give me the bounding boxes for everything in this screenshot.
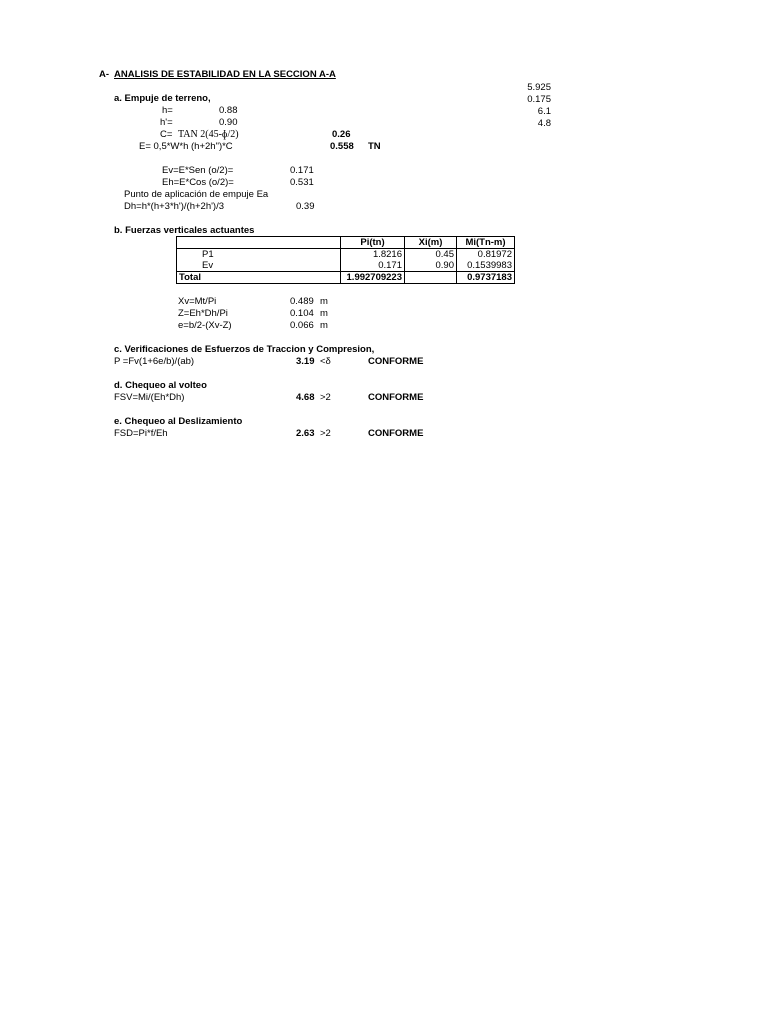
deslizamiento-value: 2.63 bbox=[296, 428, 315, 439]
ecc-unit: m bbox=[320, 320, 328, 331]
verificaciones-heading: c. Verificaciones de Esfuerzos de Traccion y Compresion, bbox=[114, 344, 375, 355]
ecc-value: 0.066 bbox=[290, 320, 314, 331]
total-name: Total bbox=[177, 272, 341, 284]
verificaciones-value: 3.19 bbox=[296, 356, 315, 367]
e-unit: TN bbox=[368, 141, 381, 152]
verificaciones-cond: <δ bbox=[320, 356, 331, 367]
col-header-mi: Mi(Tn-m) bbox=[457, 237, 515, 249]
xv-label: Xv=Mt/Pi bbox=[178, 296, 217, 307]
h-value: 0.88 bbox=[219, 105, 238, 116]
volteo-value: 4.68 bbox=[296, 392, 315, 403]
right-value-4: 4.8 bbox=[537, 118, 551, 129]
c-formula: TAN 2(45-ɸ/2) bbox=[178, 129, 239, 140]
punto-label: Punto de aplicación de empuje Ea bbox=[124, 189, 269, 200]
z-label: Z=Eh*Dh/Pi bbox=[178, 308, 228, 319]
row-mi: 0.1539983 bbox=[457, 260, 515, 272]
total-mi: 0.9737183 bbox=[457, 272, 515, 284]
c-label: C= bbox=[160, 129, 173, 140]
table-row bbox=[177, 260, 515, 272]
e-label: E= 0,5*W*h (h+2h")*C bbox=[139, 141, 233, 152]
xv-value: 0.489 bbox=[290, 296, 314, 307]
row-pi: 0.171 bbox=[341, 260, 405, 272]
ev-value: 0.171 bbox=[290, 165, 314, 176]
eh-value: 0.531 bbox=[290, 177, 314, 188]
hp-value: 0.90 bbox=[219, 117, 238, 128]
volteo-result: CONFORME bbox=[368, 392, 424, 403]
total-xi bbox=[405, 272, 457, 284]
row-pi: 1.8216 bbox=[341, 249, 405, 261]
deslizamiento-formula: FSD=Pi*f/Eh bbox=[114, 428, 168, 439]
ecc-label: e=b/2-(Xv-Z) bbox=[178, 320, 232, 331]
volteo-cond: >2 bbox=[320, 392, 331, 403]
verificaciones-formula: P =Fv(1+6e/b)/(ab) bbox=[114, 356, 195, 367]
volteo-heading: d. Chequeo al volteo bbox=[114, 380, 207, 391]
table-header-row bbox=[177, 237, 515, 249]
dh-label: Dh=h*(h+3*h')/(h+2h')/3 bbox=[124, 201, 225, 212]
section-prefix: A- bbox=[99, 69, 110, 80]
deslizamiento-result: CONFORME bbox=[368, 428, 424, 439]
table-corner bbox=[177, 237, 341, 249]
ev-label: Ev=E*Sen (o/2)= bbox=[162, 165, 234, 176]
row-name: P1 bbox=[177, 249, 341, 261]
z-unit: m bbox=[320, 308, 328, 319]
dh-value: 0.39 bbox=[296, 201, 315, 212]
h-label: h= bbox=[162, 105, 173, 116]
fuerzas-table bbox=[176, 236, 515, 284]
empuje-heading: a. Empuje de terreno, bbox=[114, 93, 211, 104]
hp-label: h'= bbox=[160, 117, 173, 128]
e-value: 0.558 bbox=[330, 141, 354, 152]
volteo-formula: FSV=Mi/(Eh*Dh) bbox=[114, 392, 185, 403]
row-xi: 0.45 bbox=[405, 249, 457, 261]
z-value: 0.104 bbox=[290, 308, 314, 319]
deslizamiento-cond: >2 bbox=[320, 428, 331, 439]
verificaciones-result: CONFORME bbox=[368, 356, 424, 367]
fuerzas-heading: b. Fuerzas verticales actuantes bbox=[114, 225, 255, 236]
deslizamiento-heading: e. Chequeo al Deslizamiento bbox=[114, 416, 243, 427]
right-value-3: 6.1 bbox=[537, 106, 551, 117]
total-pi: 1.992709223 bbox=[341, 272, 405, 284]
section-title: ANALISIS DE ESTABILIDAD EN LA SECCION A-A bbox=[114, 69, 336, 80]
right-value-2: 0.175 bbox=[527, 94, 551, 105]
col-header-xi: Xi(m) bbox=[405, 237, 457, 249]
row-name: Ev bbox=[177, 260, 341, 272]
c-value: 0.26 bbox=[332, 129, 351, 140]
col-header-pi: Pi(tn) bbox=[341, 237, 405, 249]
row-mi: 0.81972 bbox=[457, 249, 515, 261]
row-xi: 0.90 bbox=[405, 260, 457, 272]
xv-unit: m bbox=[320, 296, 328, 307]
right-value-1: 5.925 bbox=[527, 82, 551, 93]
table-row bbox=[177, 249, 515, 261]
table-total-row bbox=[177, 272, 515, 284]
eh-label: Eh=E*Cos (o/2)= bbox=[162, 177, 234, 188]
